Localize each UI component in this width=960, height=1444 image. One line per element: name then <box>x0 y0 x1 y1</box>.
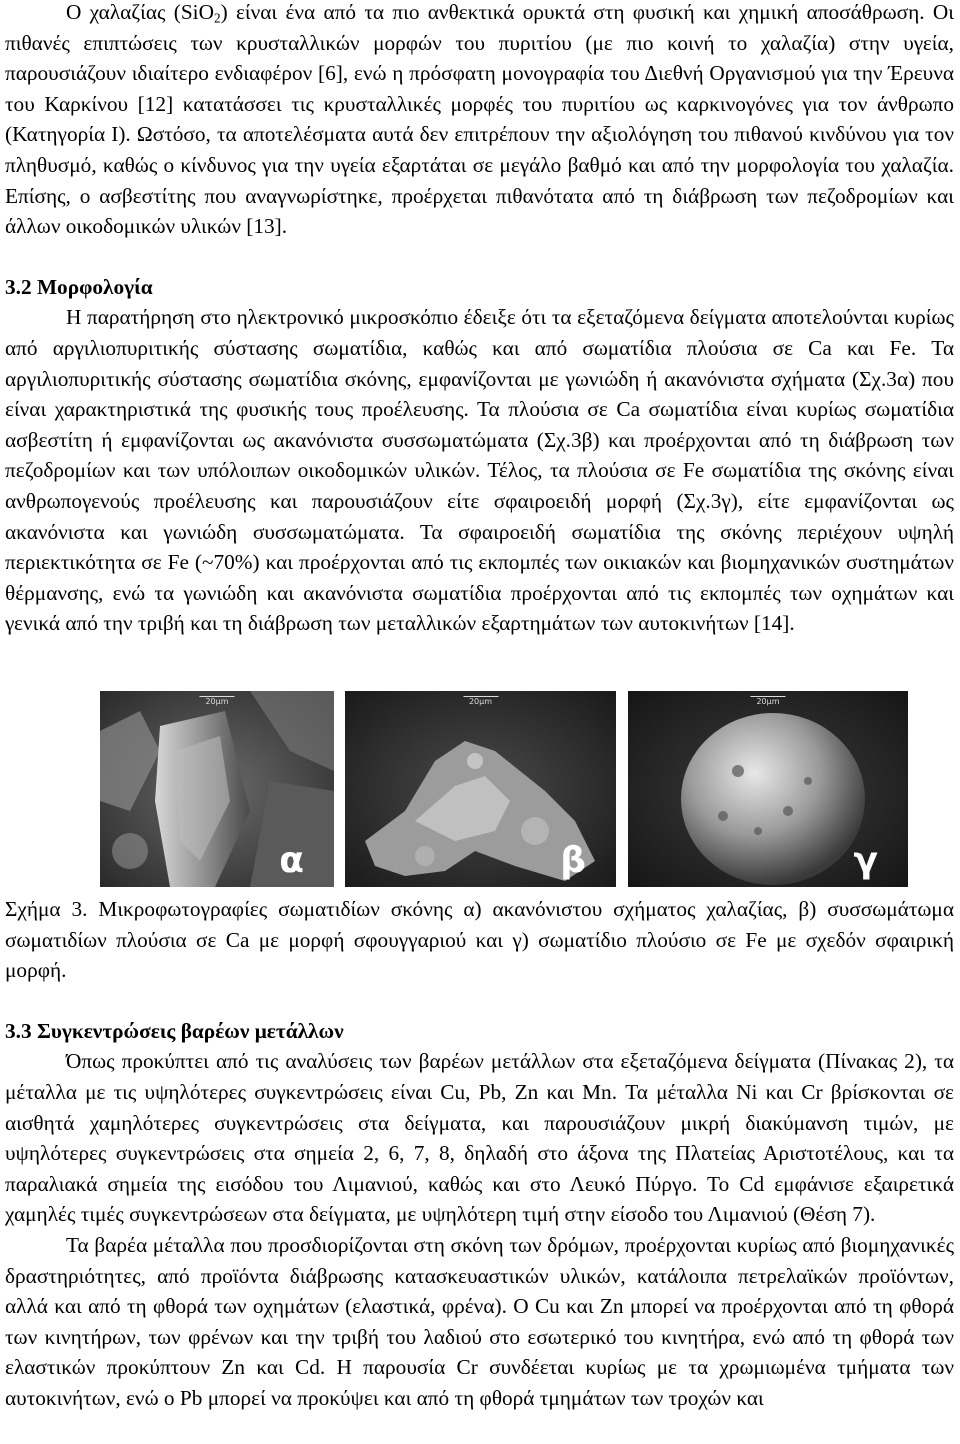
text-block-top <box>5 0 954 639</box>
figure-label-a: α <box>279 840 304 881</box>
figure-label-b: β <box>560 840 586 881</box>
paragraph-heavy-metals-1: Όπως προκύπτει από τις αναλύσεις των βαρέων μετάλλων στα εξεταζόμενα δείγματα (Πίνακας 2), τα μέταλλα με τις υψηλότερες συγκεντρώσεις είναι Cu, Pb, Zn και Mn. Τα μέταλλα Ni και Cr βρίσκονται σε αισθητά χαμηλότερες συγκεντρώσεις στα δείγματα, και παρουσιάζουν μικρή διακύμανση τιμών, με υψηλότερες συγκεντρώσεις στα σημεία 2, 6, 7, 8, δηλαδή στο άξονα της Πλατείας Αριστοτέλους, και τα παραλιακά σημεία της εισόδου του Λιμανιού, καθώς και στο Λευκό Πύργο. Το Cd εμφάνισε εξαιρετικά χαμηλές τιμές συγκεντρώσεων στα δείγματα, με υψηλότερη τιμή στην είσοδο του Λιμανιού (Θέση 7). <box>5 1049 954 1227</box>
paragraph-quartz: Ο χαλαζίας (SiO$_2$) είναι ένα από τα πιο ανθεκτικά ορυκτά στη φυσική και χημική αποσάθρωση. Οι πιθανές επιπτώσεις των κρυσταλλικών μορφών του πυριτίου (με πιο κοινή το χαλαζία) στην υγεία, παρουσιάζουν ιδιαίτερο ενδιαφέρον [6], ενώ η πρόσφατη μονογραφία του Διεθνή Οργανισμού για την Έρευνα του Καρκίνου [12] κατατάσσει τις κρυσταλλικές μορφές του πυριτίου ως καρκινογόνες για τον άνθρωπο (Κατηγορία Ι). Ωστόσο, τα αποτελέσματα αυτά δεν επιτρέπουν την αξιολόγηση του πιθανού κινδύνου για τον πληθυσμό, καθώς ο κίνδυνος για την υγεία εξαρτάται σε μεγάλο βαθμό και από την μορφολογία του χαλαζία. Επίσης, ο ασβεστίτης που αναγνωρίστηκε, προέρχεται πιθανότατα από τη διάβρωση των πεζοδρομίων και άλλων οικοδομικών υλικών [13]. <box>5 0 955 239</box>
figure-caption: Σχήμα 3. Μικροφωτογραφίες σωματιδίων σκόνης α) ακανόνιστου σχήματος χαλαζίας, β) συσσωμάτωμα σωματιδίων πλούσια σε Ca με μορφή σφουγγαριού και γ) σωματίδιο πλούσιο σε Fe με σχεδόν σφαιρική μορφή. <box>5 897 954 983</box>
section-heading-heavy-metals: 3.3 Συγκεντρώσεις βαρέων μετάλλων <box>5 1018 344 1043</box>
figure-3 <box>0 691 960 891</box>
micrograph-c <box>628 691 908 887</box>
text-block-bottom <box>5 894 954 1414</box>
scale-bar-c: 20μm <box>750 696 785 707</box>
paragraph-morphology: Η παρατήρηση στο ηλεκτρονικό μικροσκόπιο έδειξε ότι τα εξεταζόμενα δείγματα αποτελούνται κυρίως από αργιλιοπυριτικής σύστασης σωματίδια, καθώς και από σωματίδια πλούσια σε Ca και Fe. Τα αργιλιοπυριτικής σύστασης σωματίδια σκόνης, εμφανίζονται με γωνιώδη ή ακανόνιστα σχήματα (Σχ.3α) που είναι χαρακτηριστικά της φυσικής τους προέλευσης. Τα πλούσια σε Ca σωματίδια είναι κυρίως σωματίδια ασβεστίτη ή εμφανίζονται ως ακανόνιστα συσσωματώματα (Σχ.3β) και προέρχονται από τη διάβρωση των πεζοδρομίων και των υπόλοιπων οικοδομικών υλικών. Τέλος, τα πλούσια σε Fe σωματίδια της σκόνης είναι ανθρωπογενούς προέλευσης και παρουσιάζουν είτε σφαιροειδή μορφή (Σχ.3γ), είτε εμφανίζονται ως ακανόνιστα και γωνιώδη συσσωματώματα. Τα σφαιροειδή σωματίδια της σκόνης περιέχουν υψηλή περιεκτικότητα σε Fe (~70%) και προέρχονται από τις εκπομπές των οικιακών και βιομηχανικών συστημάτων θέρμανσης, ενώ τα γωνιώδη και ακανόνιστα σωματίδια προέρχονται από τις εκπομπές των οχημάτων και γενικά από την τριβή και τη διάβρωση των μεταλλικών εξαρτημάτων των αυτοκινήτων [14]. <box>5 305 954 636</box>
scale-bar-b: 20μm <box>463 696 498 707</box>
scale-bar-a: 20μm <box>199 696 234 707</box>
micrograph-b <box>345 691 616 887</box>
figure-label-c: γ <box>853 840 878 881</box>
micrograph-a <box>100 691 334 887</box>
section-heading-morphology: 3.2 Μορφολογία <box>5 274 153 299</box>
paragraph-heavy-metals-2: Τα βαρέα μέταλλα που προσδιορίζονται στη σκόνη των δρόμων, προέρχονται κυρίως από βιομηχανικές δραστηριότητες, από προϊόντα διάβρωσης κατασκευαστικών υλικών, κατάλοιπα πετρελαϊκών προϊόντων, αλλά και από τη φθορά των οχημάτων (ελαστικά, φρένα). Ο Cu και Zn μπορεί να προέρχονται από τη φθορά των κινητήρων, των φρένων και την τριβή του λαδιού στο εσωτερικό του κινητήρα, ενώ από τη φθορά των ελαστικών προκύπτουν Zn και Cd. Η παρουσία Cr συνδέεται κυρίως με τα χρωμιωμένα τμήματα των αυτοκινήτων, ενώ ο Pb μπορεί να προκύψει και από τη φθορά τμημάτων των τροχών και <box>5 1232 954 1410</box>
